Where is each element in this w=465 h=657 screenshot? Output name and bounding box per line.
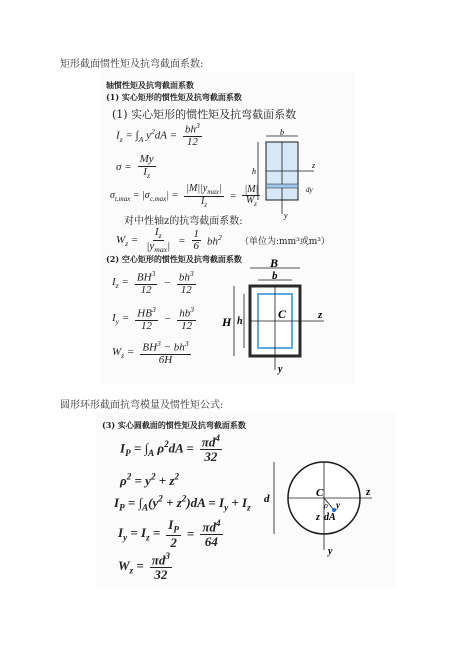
rect-formula-panel bbox=[100, 72, 355, 384]
label-y-hollow: y bbox=[278, 364, 283, 375]
eq-iy-iz: $I_y = I_z$ = $\frac{I_P}{2}$ = $\frac{\pi d^4}{64}$ bbox=[118, 517, 221, 551]
label-dA: dA bbox=[324, 512, 336, 523]
eq-ip-sum: $I_P = \int_A(y^2 + z^2)dA = I_y + I_z$ bbox=[114, 494, 251, 513]
label-rho: ρ bbox=[324, 501, 328, 510]
label-y: y bbox=[284, 211, 288, 220]
eq-sigma-max: $\sigma_{t,max} = |\sigma_{c,max}|$ = $\frac{|M||y_{max}|}{I_z}$ = $\frac{|M|}{W_z}$ bbox=[110, 183, 259, 210]
label-z: z bbox=[312, 161, 316, 170]
eq-wz-circle: $W_z$ = $\frac{\pi d^3}{32}$ bbox=[118, 551, 170, 582]
label-d: d bbox=[264, 493, 270, 505]
label-B: B bbox=[270, 258, 279, 270]
eq-wz-hollow: $W_z$ = $\frac{BH^3 - bh^3}{6H}$ bbox=[112, 339, 189, 367]
unit-note: （单位为:mm³或m³） bbox=[240, 237, 330, 247]
label-h2: h bbox=[237, 316, 243, 327]
label-H: H bbox=[222, 315, 232, 329]
label-b2: b bbox=[272, 270, 278, 282]
rect-section-heading: 矩形截面惯性矩及抗弯截面系数: bbox=[60, 59, 204, 70]
circle-panel-title: (3) 实心圆截面的惯性矩及抗弯截面系数 bbox=[102, 420, 246, 430]
label-z-circle: z bbox=[366, 486, 371, 498]
hollow-rect-diagram bbox=[220, 258, 330, 376]
circle-diagram bbox=[260, 456, 390, 560]
label-y-circle: y bbox=[328, 546, 333, 557]
eq-iz-hollow: $I_z$ = $\frac{BH^3}{12}$ − $\frac{bh^3}{12}$ bbox=[112, 269, 194, 297]
rect-panel-subheader: (1) 实心矩形的惯性矩及抗弯截面系数 bbox=[106, 92, 242, 102]
solid-rect-title: (1) 实心矩形的惯性矩及抗弯截面系数 bbox=[112, 108, 297, 121]
eq-iz-solid: $I_z = \int_A$ $y^2dA$ = $\frac{bh^3}{12}$ bbox=[116, 121, 200, 149]
hollow-rect-title: (2) 空心矩形的惯性矩及抗弯截面系数 bbox=[106, 254, 242, 264]
label-C: C bbox=[278, 307, 287, 321]
rect-panel-header: 轴惯性矩及抗弯截面系数 bbox=[106, 80, 194, 90]
label-C-circle: C bbox=[316, 487, 324, 499]
label-dy: dy bbox=[306, 186, 313, 194]
label-b: b bbox=[280, 128, 284, 137]
solid-rect-diagram bbox=[250, 128, 320, 220]
eq-iy-hollow: $I_y$ = $\frac{HB^3}{12}$ − $\frac{hb^3}{12}$ bbox=[112, 305, 195, 333]
eq-rho: $\rho^2 = y^2 + z^2$ bbox=[120, 472, 179, 489]
label-h: h bbox=[252, 167, 256, 176]
circle-section-heading: 圆形环形截面抗弯模量及惯性矩公式: bbox=[60, 400, 224, 411]
eq-sigma: σ = $\frac{My}{I_z}$ bbox=[116, 153, 154, 180]
label-z-hollow: z bbox=[318, 309, 323, 321]
eq-wz-solid: $W_z$ = $\frac{I_z}{|y_{max}|}$ = $\frac{1}{6}$ $bh^2$ bbox=[116, 226, 222, 255]
neutral-axis-text: 对中性轴z的抗弯截面系数: bbox=[124, 216, 243, 227]
circle-formula-panel bbox=[96, 412, 396, 588]
strip-dy bbox=[266, 184, 298, 188]
label-y-small: y bbox=[336, 500, 340, 510]
label-z-small: z bbox=[316, 512, 320, 523]
eq-ip: $I_P = \int_A$ $\rho^2dA$ = $\frac{\pi d^4}{32}$ bbox=[120, 433, 220, 464]
